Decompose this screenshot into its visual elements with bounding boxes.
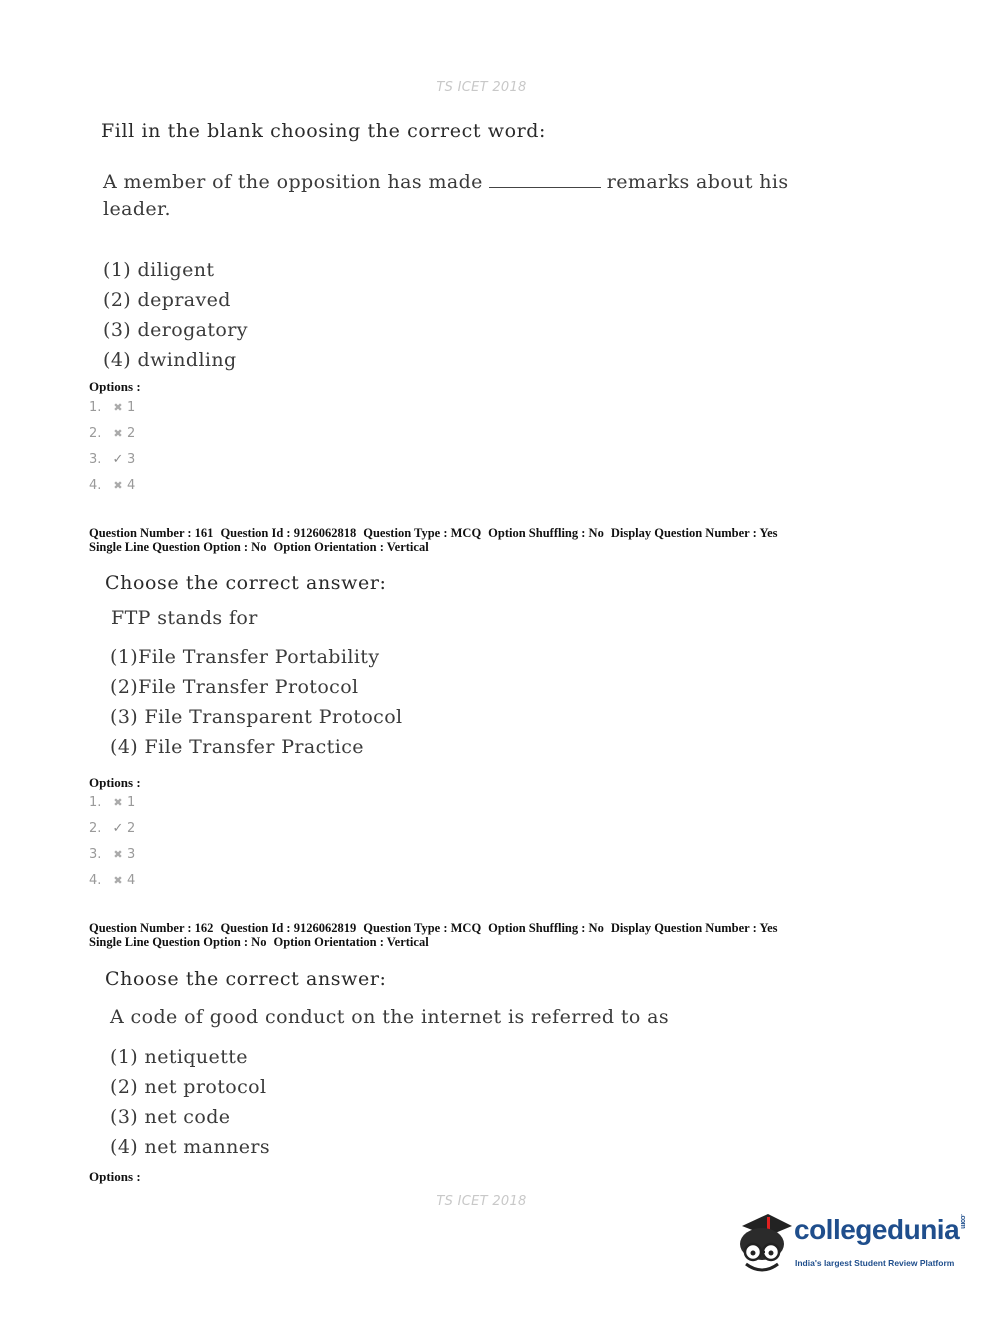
option-row-correct: 2. ✓ 2: [89, 816, 135, 842]
choice-item: (2)File Transfer Protocol: [110, 676, 359, 698]
q161-options-list: [89, 790, 135, 894]
q162-stem: A code of good conduct on the internet is referred to as: [110, 1006, 670, 1028]
option-row: 1. ✖ 1: [89, 395, 135, 421]
choice-item: (3) net code: [110, 1106, 231, 1128]
check-mark-icon: ✓: [112, 452, 124, 467]
choice-item: (4) net manners: [110, 1136, 271, 1158]
mascot-icon: [734, 1208, 794, 1278]
q162-meta-line1: Question Number : 162 Question Id : 9126062819 Question Type : MCQ Option Shuffling : No Display Question Number : Yes: [89, 921, 778, 935]
option-row: 2. ✖ 2: [89, 421, 135, 447]
cross-mark-icon: ✖: [113, 427, 123, 440]
q160-choices: [103, 255, 248, 375]
choice-item: (1) netiquette: [110, 1046, 248, 1068]
choice-item: (3) derogatory: [103, 319, 248, 341]
q161-options-label: Options :: [89, 775, 141, 790]
logo-tagline: India's largest Student Review Platform: [795, 1258, 955, 1268]
q162-choices: [110, 1042, 270, 1162]
choice-item: (4) dwindling: [103, 349, 237, 371]
q160-stem-line1: [103, 169, 789, 193]
choice-item: (3) File Transparent Protocol: [110, 706, 403, 728]
q160-text-before: A member of the opposition has made: [103, 171, 483, 193]
q160-options-list: [89, 395, 135, 499]
q160-text-after: remarks about his: [606, 171, 789, 193]
q161-meta-line2: Single Line Question Option : No Option Orientation : Vertical: [89, 540, 429, 554]
choice-item: (1)File Transfer Portability: [110, 646, 380, 668]
q160-stem-line2: leader.: [103, 198, 171, 220]
q161-meta-line1: Question Number : 161 Question Id : 9126062818 Question Type : MCQ Option Shuffling : No Display Question Number : Yes: [89, 526, 778, 540]
option-row: 4. ✖ 4: [89, 868, 135, 894]
cross-mark-icon: ✖: [113, 874, 123, 887]
choice-item: (4) File Transfer Practice: [110, 736, 364, 758]
q162-meta: [89, 921, 785, 949]
q161-stem: FTP stands for: [111, 607, 258, 629]
q161-meta: [89, 526, 785, 554]
option-row: 4. ✖ 4: [89, 473, 135, 499]
option-row: 1. ✖ 1: [89, 790, 135, 816]
cross-mark-icon: ✖: [113, 796, 123, 809]
cross-mark-icon: ✖: [113, 401, 123, 414]
logo-wordmark: collegedunia.com: [794, 1214, 967, 1245]
option-row-correct: 3. ✓ 3: [89, 447, 135, 473]
fill-blank: [489, 169, 601, 188]
cross-mark-icon: ✖: [113, 848, 123, 861]
q161-heading: Choose the correct answer:: [105, 572, 387, 594]
collegedunia-logo[interactable]: [734, 1208, 967, 1278]
q161-choices: [110, 642, 403, 762]
q160-heading: Fill in the blank choosing the correct word:: [101, 120, 547, 142]
cross-mark-icon: ✖: [113, 479, 123, 492]
q162-options-label: Options :: [89, 1169, 141, 1184]
q162-meta-line2: Single Line Question Option : No Option Orientation : Vertical: [89, 935, 429, 949]
q160-options-label: Options :: [89, 379, 141, 394]
watermark-top: TS ICET 2018: [436, 80, 527, 95]
check-mark-icon: ✓: [112, 821, 124, 836]
option-row: 3. ✖ 3: [89, 842, 135, 868]
choice-item: (1) diligent: [103, 259, 215, 281]
q162-heading: Choose the correct answer:: [105, 968, 387, 990]
choice-item: (2) net protocol: [110, 1076, 267, 1098]
choice-item: (2) depraved: [103, 289, 231, 311]
watermark-bottom: TS ICET 2018: [436, 1194, 527, 1209]
